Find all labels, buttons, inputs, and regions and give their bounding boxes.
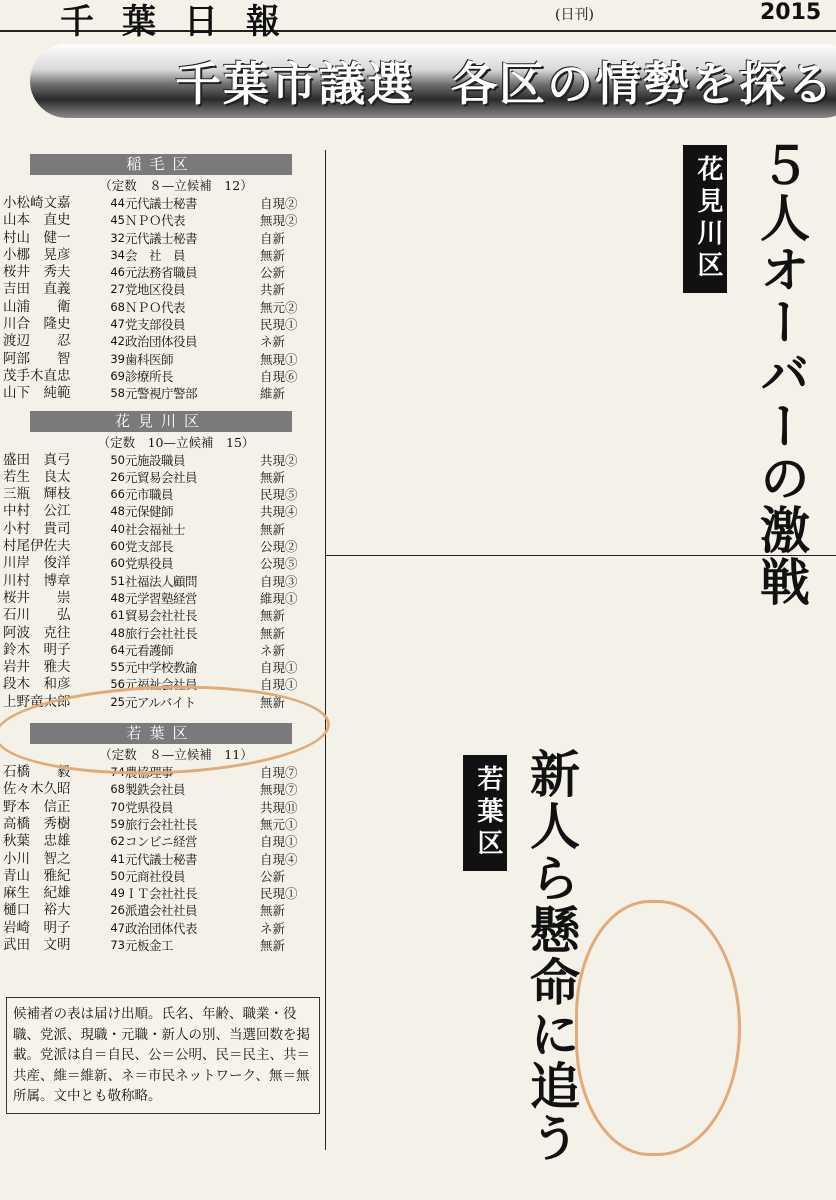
tag-wakaba: 若葉区 [463,755,507,871]
candidate-age: 48 [110,590,125,605]
candidate-occupation: 診療所長 [125,368,174,384]
candidate-party-status: 公新 [260,868,286,884]
candidate-list-hanamigawa [0,452,322,711]
candidate-row [0,212,322,229]
candidate-name: 若生 良太 [3,468,71,485]
edition-label: (日刊) [555,7,594,23]
candidate-party-status: 無現⑦ [260,782,298,798]
candidate-name: 武田 文明 [3,936,71,953]
table-note: 候補者の表は届け出順。氏名、年齢、職業・役職、党派、現職・元職・新人の別、当選回数を掲載。党派は自＝自民、公＝公明、民＝民主、共＝共産、維＝維新、ネ＝市民ネットワーク、無＝無所属。文中とも敬称略。 [6,997,320,1114]
candidate-name: 阿波 克往 [3,624,71,641]
candidate-occupation: 政治団体代表 [125,920,198,936]
candidate-occupation: 派遣会社社員 [125,903,198,919]
candidate-name: 高橋 秀樹 [3,815,71,832]
candidate-age: 59 [110,816,125,831]
candidate-occupation: 社福法人顧問 [125,573,198,589]
candidate-row [0,299,322,316]
candidate-occupation: 党支部役員 [125,317,186,333]
candidate-party-status: 自現① [260,677,298,693]
candidate-occupation: 元市職員 [125,487,174,503]
candidate-name: 石川 弘 [3,607,71,624]
candidate-row [0,937,322,954]
candidate-party-status: 無新 [260,608,286,624]
candidate-row [0,538,322,555]
date-year: 2015 [760,0,822,25]
candidate-row [0,920,322,937]
candidate-name: 川岸 俊洋 [3,555,71,572]
candidate-occupation: 元代議士秘書 [125,851,198,867]
candidate-party-status: ネ新 [260,920,286,936]
candidate-age: 50 [110,452,125,467]
candidate-row [0,351,322,368]
candidate-occupation: 元貿易会社員 [125,469,198,485]
candidate-list-wakaba [0,764,322,954]
candidate-age: 68 [110,782,125,797]
candidate-row [0,573,322,590]
candidate-occupation: 旅行会社社長 [125,625,198,641]
candidate-row [0,486,322,503]
candidate-occupation: 党県役員 [125,799,174,815]
candidate-occupation: 貿易会社社長 [125,608,198,624]
candidate-occupation: ＮＰＯ代表 [125,299,186,315]
candidate-age: 58 [110,386,125,401]
candidate-party-status: 共現④ [260,504,298,520]
candidate-age: 61 [110,608,125,623]
candidate-occupation: 元保健師 [125,504,174,520]
candidate-party-status: 無現① [260,351,298,367]
candidate-party-status: 公現② [260,539,298,555]
series-banner [0,38,836,124]
candidate-party-status: 無現② [260,213,298,229]
section-header-inage: 稲毛区 [30,154,292,175]
candidate-age: 49 [110,886,125,901]
candidate-name: 吉田 直義 [3,281,71,298]
candidate-party-status: 維新 [260,386,286,402]
candidate-row [0,816,322,833]
candidate-row [0,503,322,520]
candidate-age: 66 [110,487,125,502]
candidate-name: 小梛 晃彦 [3,246,71,263]
candidate-occupation: コンビニ経営 [125,834,198,850]
quota-hanamigawa: （定数 10—立候補 15） [97,434,255,450]
candidate-occupation: 党県役員 [125,556,174,572]
candidate-occupation: 元学習塾経営 [125,590,198,606]
quota-wakaba: （定数 ８—立候補 11） [99,747,253,763]
candidate-name: 佐々木久昭 [3,781,71,798]
candidate-age: 34 [110,247,125,262]
section-header-wakaba: 若葉区 [30,723,292,744]
quota-inage: （定数 ８—立候補 12） [99,178,253,193]
candidate-party-status: 無元② [260,299,298,315]
candidate-tables [0,150,322,954]
candidate-name: 川合 隆史 [3,316,71,333]
candidate-name: 村山 健一 [3,229,71,246]
candidate-age: 47 [110,920,125,935]
candidate-occupation: 製鉄会社員 [125,782,186,798]
candidate-party-status: 民現① [260,886,298,902]
candidate-name: 小村 貴司 [3,520,71,537]
candidate-occupation: ＩＴ会社社長 [125,886,198,902]
candidate-occupation: 会 社 員 [125,247,186,263]
candidate-party-status: 自現③ [260,573,298,589]
candidate-occupation: 農協理事 [125,765,174,781]
candidate-name: 鈴木 明子 [3,641,71,658]
candidate-row [0,385,322,402]
candidate-row [0,316,322,333]
candidate-row [0,469,322,486]
candidate-name: 小松崎文嘉 [3,195,71,211]
candidate-party-status: 無新 [260,625,286,641]
banner-title-part2: 各区の情勢を探る [451,57,835,111]
candidate-occupation: 旅行会社社長 [125,816,198,832]
candidate-party-status: 自現② [260,196,298,211]
candidate-party-status: 自現① [260,660,298,676]
candidate-row [0,590,322,607]
candidate-row [0,452,322,469]
candidate-name: 三瓶 輝枝 [3,486,71,503]
candidate-name: 山下 純範 [3,385,71,402]
candidate-occupation: 元アルバイト [125,694,196,710]
candidate-row [0,333,322,350]
candidate-name: 小川 智之 [3,850,71,867]
banner-title-part1: 千葉市議選 [175,57,415,111]
banner-title [175,48,836,114]
candidate-name: 桜井 崇 [3,589,71,606]
candidate-occupation: 元中学校教諭 [125,660,198,676]
candidate-occupation: 元板金工 [125,937,174,953]
candidate-age: 60 [110,539,125,554]
candidate-age: 48 [110,504,125,519]
candidate-age: 26 [110,903,125,918]
candidate-party-status: 無新 [260,694,286,710]
candidate-party-status: 共現② [260,452,298,468]
candidate-age: 74 [110,765,125,780]
candidate-age: 40 [110,521,125,536]
newspaper-title: 千葉日報 [60,2,308,42]
candidate-age: 55 [110,660,125,675]
candidate-row [0,281,322,298]
candidate-occupation: 元代議士秘書 [125,230,198,246]
candidate-row [0,833,322,850]
candidate-age: 70 [110,799,125,814]
candidate-occupation: 元警視庁警部 [125,386,198,402]
candidate-party-status: 民現⑤ [260,487,298,503]
candidate-party-status: 維現① [260,590,298,606]
candidate-row [0,868,322,885]
candidate-name: 上野竜太郎 [3,693,71,710]
candidate-party-status: 無新 [260,247,286,263]
candidate-occupation: 社会福祉士 [125,521,186,537]
candidate-occupation: 政治団体役員 [125,334,198,350]
candidate-occupation: 元福祉会社員 [125,677,198,693]
candidate-party-status: 自現④ [260,851,298,867]
candidate-age: 60 [110,556,125,571]
candidate-occupation: 元商社役員 [125,868,186,884]
masthead [0,0,836,42]
tag-hanamigawa: 花見川区 [683,145,727,293]
candidate-name: 茂手木直忠 [3,367,71,384]
candidate-row [0,799,322,816]
candidate-party-status: 共新 [260,282,286,298]
candidate-row [0,368,322,385]
candidate-occupation: 元看護師 [125,642,174,658]
candidate-party-status: 無新 [260,469,286,485]
candidate-party-status: 自現⑦ [260,765,298,781]
section-header-hanamigawa: 花見川区 [30,411,292,432]
candidate-age: 45 [110,213,125,228]
candidate-name: 山本 直史 [3,212,71,229]
candidate-age: 39 [110,351,125,366]
candidate-row [0,195,322,212]
candidate-name: 段木 和彦 [3,676,71,693]
headline-wakaba: 新人ら懸命に追う [522,748,581,1164]
candidate-party-status: 民現① [260,317,298,333]
candidate-occupation: 元施設職員 [125,452,186,468]
candidate-party-status: 公新 [260,265,286,281]
candidate-row [0,659,322,676]
candidate-name: 野本 信正 [3,798,71,815]
candidate-name: 渡辺 忍 [3,333,71,350]
candidate-occupation: 元代議士秘書 [125,196,198,211]
candidate-name: 秋葉 忠雄 [3,833,71,850]
candidate-age: 42 [110,334,125,349]
candidate-party-status: 無新 [260,903,286,919]
candidate-party-status: 無新 [260,521,286,537]
candidate-name: 川村 博章 [3,572,71,589]
candidate-name: 桜井 秀夫 [3,264,71,281]
candidate-age: 64 [110,642,125,657]
candidate-age: 62 [110,834,125,849]
candidate-name: 岩井 雅夫 [3,659,71,676]
headline-hanamigawa: ５人オーバーの激戦 [752,140,811,608]
candidate-name: 阿部 智 [3,350,71,367]
candidate-row [0,781,322,798]
candidate-name: 青山 雅紀 [3,867,71,884]
candidate-name: 盛田 真弓 [3,451,71,468]
candidate-occupation: 党地区役員 [125,282,186,298]
candidate-list-inage [0,195,322,403]
candidate-row [0,607,322,624]
candidate-age: 41 [110,851,125,866]
candidate-name: 中村 公江 [3,503,71,520]
candidate-party-status: ネ新 [260,334,286,350]
candidate-party-status: 共現⑪ [260,799,298,815]
candidate-row [0,642,322,659]
candidate-occupation: 党支部長 [125,539,174,555]
candidate-row [0,851,322,868]
candidate-age: 47 [110,317,125,332]
candidate-name: 樋口 裕大 [3,902,71,919]
candidate-age: 69 [110,368,125,383]
candidate-age: 27 [110,282,125,297]
candidate-row [0,555,322,572]
candidate-age: 68 [110,299,125,314]
candidate-row [0,521,322,538]
candidate-name: 村尾伊佐夫 [3,538,71,555]
candidate-party-status: 無元① [260,816,298,832]
candidate-age: 46 [110,265,125,280]
candidate-age: 73 [110,937,125,952]
candidate-age: 51 [110,573,125,588]
candidate-row [0,902,322,919]
candidate-row [0,625,322,642]
candidate-name: 山浦 衛 [3,298,71,315]
candidate-occupation: ＮＰＯ代表 [125,213,186,229]
candidate-age: 56 [110,677,125,692]
candidate-name: 麻生 紀雄 [3,885,71,902]
candidate-name: 石橋 毅 [3,764,71,781]
candidate-age: 25 [110,694,125,709]
candidate-row [0,885,322,902]
candidate-age: 50 [110,868,125,883]
candidate-party-status: ネ新 [260,642,286,658]
candidate-age: 48 [110,625,125,640]
candidate-row [0,230,322,247]
candidate-row [0,247,322,264]
candidate-party-status: 自新 [260,230,286,246]
candidate-party-status: 公現⑤ [260,556,298,572]
candidate-occupation: 元法務省職員 [125,265,198,281]
candidate-party-status: 自現① [260,834,298,850]
candidate-age: 44 [110,196,125,210]
candidate-name: 岩崎 明子 [3,919,71,936]
column-divider [325,150,326,1150]
candidate-age: 32 [110,230,125,245]
candidate-party-status: 自現⑥ [260,368,298,384]
candidate-age: 26 [110,469,125,484]
candidate-row [0,264,322,281]
candidate-occupation: 歯科医師 [125,351,174,367]
candidate-party-status: 無新 [260,937,286,953]
highlight-circle-article [575,900,741,1156]
